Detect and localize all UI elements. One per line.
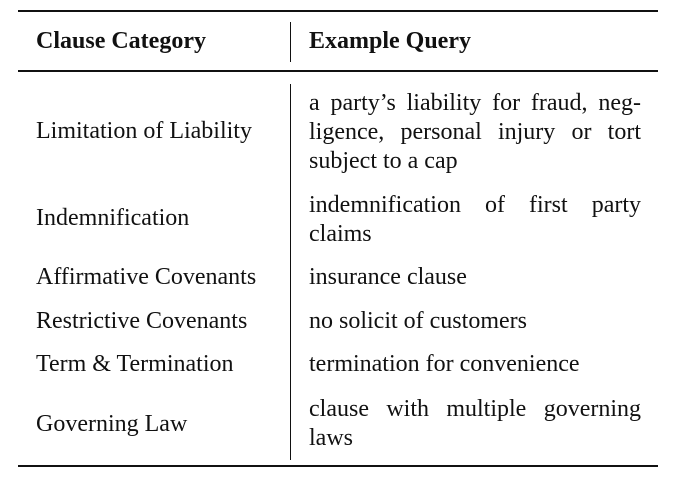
query-line: indemnification of first party: [309, 192, 641, 218]
row-query-term-termination: [309, 350, 641, 379]
body-column-divider: [290, 84, 291, 460]
table-bottom-rule: [18, 465, 658, 467]
header-clause-category: Clause Category: [36, 28, 206, 54]
query-line: claims: [309, 221, 372, 247]
header-example-query: Example Query: [309, 28, 471, 54]
query-line: subject to a cap: [309, 148, 458, 174]
query-line: termination for convenience: [309, 351, 580, 377]
row-query-governing-law: [309, 395, 641, 453]
query-line: ligence, personal injury or tort: [309, 119, 641, 145]
row-query-indemnification: [309, 191, 641, 249]
header-column-divider: [290, 22, 291, 62]
row-category-indemnification: Indemnification: [36, 205, 190, 231]
query-line: clause with multiple governing: [309, 396, 641, 422]
row-query-limitation-of-liability: [309, 89, 641, 176]
query-line: a party’s liability for fraud, neg-: [309, 90, 641, 116]
query-line: laws: [309, 425, 353, 451]
row-query-restrictive-covenants: [309, 307, 641, 336]
table-top-rule: [18, 10, 658, 12]
table-header-rule: [18, 70, 658, 72]
row-category-restrictive-covenants: Restrictive Covenants: [36, 308, 248, 334]
query-line: no solicit of customers: [309, 308, 527, 334]
query-line: insurance clause: [309, 264, 467, 290]
row-category-affirmative-covenants: Affirmative Covenants: [36, 264, 257, 290]
row-category-term-termination: Term & Termination: [36, 351, 234, 377]
row-category-limitation-of-liability: Limitation of Liability: [36, 118, 252, 144]
row-category-governing-law: Governing Law: [36, 411, 188, 437]
row-query-affirmative-covenants: [309, 263, 641, 292]
clause-query-table: [18, 10, 658, 470]
